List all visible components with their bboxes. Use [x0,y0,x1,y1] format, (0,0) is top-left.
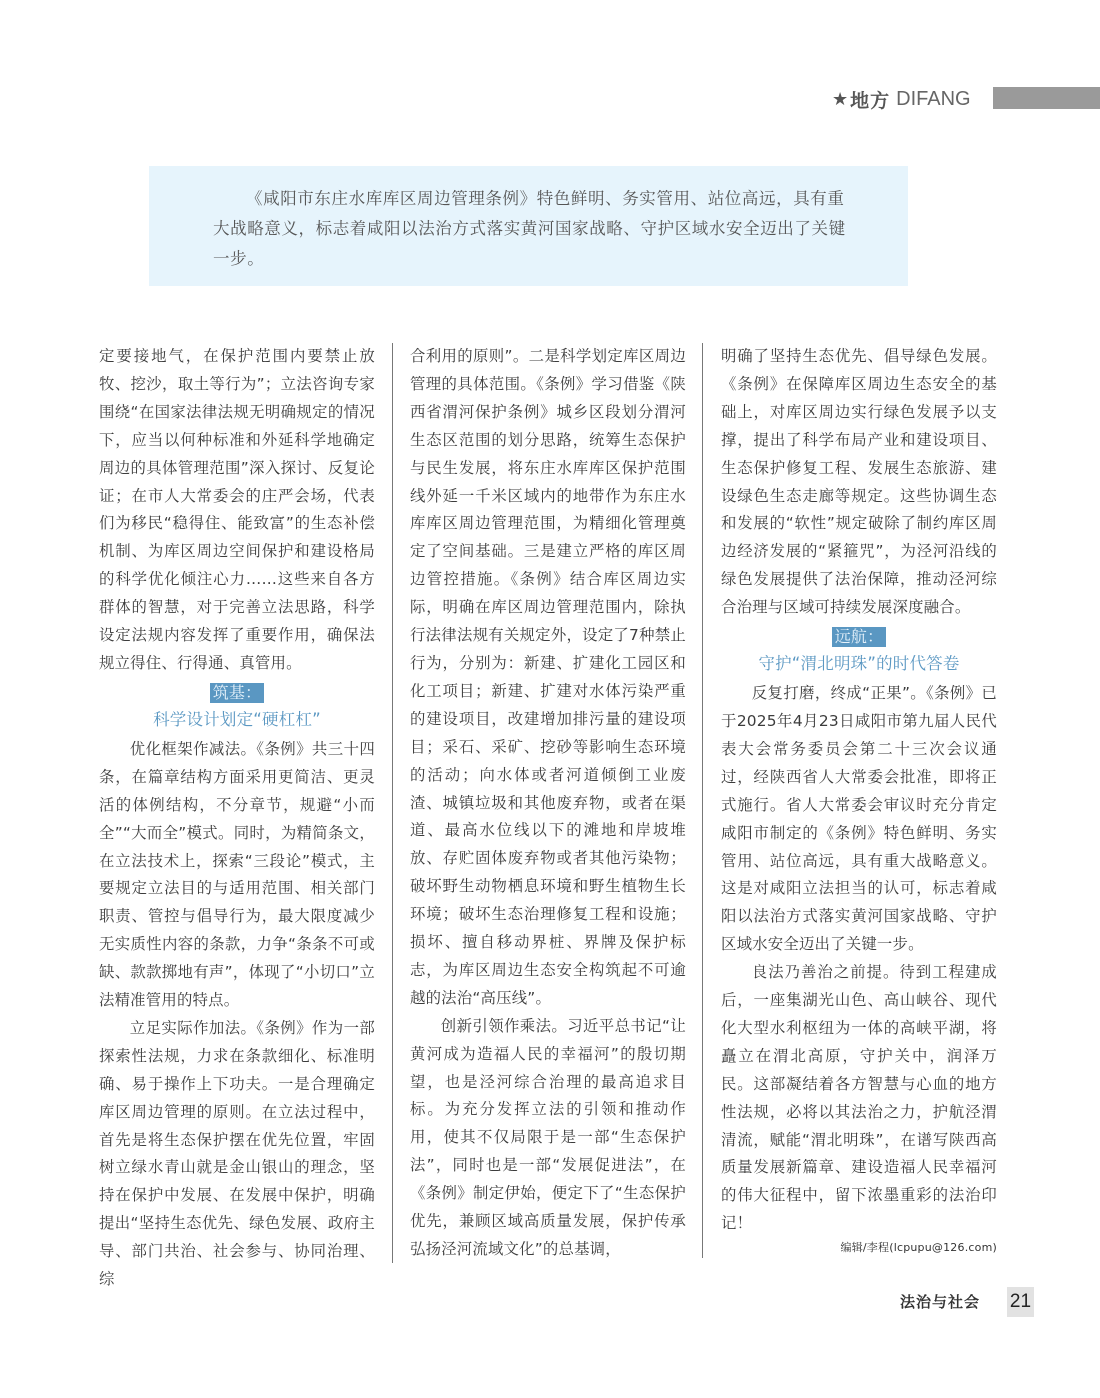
section-title: 守护“渭北明珠”的时代答卷 [758,654,960,674]
section-tag [99,680,375,706]
section-tag [721,624,997,650]
magazine-name: 法治与社会 [900,1293,981,1311]
paragraph: 定要接地气，在保护范围内要禁止放牧、挖沙，取土等行为”；立法咨询专家围绕“在国家法律法规无明确规定的情况下，应当以何种标准和外延科学地确定周边的具体管理范围”深入探讨、反复论证；在市人大常委会的庄严会场，代表们为移民“稳得住、能致富”的生态补偿机制、为库区周边空间保护和建设格局的科学优化倾注心力……这些来自各方群体的智慧，对于完善立法思路，科学设定法规内容发挥了重要作用，确保法规立得住、行得通、真管用。 [99,347,375,672]
page-number: 21 [1007,1287,1034,1317]
section-header [832,86,971,112]
paragraph: 创新引领作乘法。习近平总书记“让黄河成为造福人民的幸福河”的殷切期望，也是泾河综合治理的最高追求目标。为充分发挥立法的引领和推动作用，使其不仅局限于是一部“生态保护法”，同时也是一部“发展促进法”，在《条例》制定伊始，便定下了“生态保护优先，兼顾区域高质量发展，保护传承弘扬泾河流域文化”的总基调， [410,1016,686,1258]
paragraph: 优化框架作减法。《条例》共三十四条，在篇章结构方面采用更简洁、更灵活的体例结构，不分章节，规避“小而全”“大而全”模式。同时，为精简条文，在立法技术上，探索“三段论”模式，主要规定立法目的与适用范围、相关部门职责、管控与倡导行为，最大限度减少无实质性内容的条款，力争“条条不可或缺、款款掷地有声”，体现了“小切口”立法精准管用的特点。 [99,739,375,1010]
lead-box [149,166,908,286]
star-icon: ★ [832,88,849,110]
section-name-cn: 地方 [850,89,891,112]
paragraph: 明确了坚持生态优先、倡导绿色发展。《条例》在保障库区周边生态安全的基础上，对库区周边实行绿色发展予以支撑，提出了科学布局产业和建设项目、生态保护修复工程、发展生态旅游、建设绿色生态走廊等规定。这些协调生态和发展的“软性”规定破除了制约库区周边经济发展的“紧箍咒”，为泾河沿线的绿色发展提供了法治保障，推动泾河综合治理与区域可持续发展深度融合。 [721,347,997,617]
section-tag-label: 远航： [832,627,887,647]
section-name-en: DIFANG [896,87,971,110]
paragraph: 良法乃善治之前提。待到工程建成后，一座集湖光山色、高山峡谷、现代化大型水利枢纽为一体的高峡平湖，将矗立在渭北高原，守护关中，润泽万民。这部凝结着各方智慧与心血的地方性法规，必将以其法治之力，护航泾渭清流，赋能“渭北明珠”，在谱写陕西高质量发展新篇章、建设造福人民幸福河的伟大征程中，留下浓墨重彩的法治印记！ [721,963,997,1233]
article-column-1 [99,343,375,1294]
article-column-3 [721,343,997,1258]
article-column-2 [410,343,686,1264]
paragraph: 立足实际作加法。《条例》作为一部探索性法规，力求在条款细化、标准明确、易于操作上下功夫。一是合理确定库区周边管理的原则。在立法过程中，首先是将生态保护摆在优先位置，牢固树立绿水青山就是金山银山的理念，坚持在保护中发展、在发展中保护，明确提出“坚持生态优先、绿色发展、政府主导、部门共治、社会参与、协同治理、综 [99,1018,375,1289]
column-divider [702,343,703,1258]
column-divider [392,343,393,1263]
editor-credit: 编辑/李程(lcpupu@126.com) [840,1241,997,1255]
lead-text: 《咸阳市东庄水库库区周边管理条例》特色鲜明、务实管用、站位高远，具有重大战略意义，标志着咸阳以法治方式落实黄河国家战略、守护区域水安全迈出了关键一步。 [213,189,846,268]
paragraph: 合利用的原则”。二是科学划定库区周边管理的具体范围。《条例》学习借鉴《陕西省渭河保护条例》城乡区段划分渭河生态区范围的划分思路，统筹生态保护与民生发展，将东庄水库库区保护范围线外延一千米区域内的地带作为东庄水库库区周边管理范围，为精细化管理奠定了空间基础。三是建立严格的库区周边管控措施。《条例》结合库区周边实际，明确在库区周边管理范围内，除执行法律法规有关规定外，设定了7种禁止行为，分别为：新建、扩建化工园区和化工项目；新建、扩建对水体污染严重的建设项目，改建增加排污量的建设项目；采石、采矿、挖砂等影响生态环境的活动；向水体或者河道倾倒工业废渣、城镇垃圾和其他废弃物，或者在渠道、最高水位线以下的滩地和岸坡堆放、存贮固体废弃物或者其他污染物；破坏野生动物栖息环境和野生植物生长环境；破坏生态治理修复工程和设施；损坏、擅自移动界桩、界牌及保护标志，为库区周边生态安全构筑起不可逾越的法治“高压线”。 [410,347,686,1007]
section-tag-label: 筑基： [210,683,265,703]
paragraph: 反复打磨，终成“正果”。《条例》已于2025年4月23日咸阳市第九届人民代表大会常务委员会第二十三次会议通过，经陕西省人大常委会批准，即将正式施行。省人大常委会审议时充分肯定咸阳市制定的《条例》特色鲜明、务实管用、站位高远，具有重大战略意义。这是对咸阳立法担当的认可，标志着咸阳以法治方式落实黄河国家战略、守护区域水安全迈出了关键一步。 [721,684,997,954]
section-title: 科学设计划定“硬杠杠” [153,709,321,729]
header-accent-bar [993,87,1100,109]
